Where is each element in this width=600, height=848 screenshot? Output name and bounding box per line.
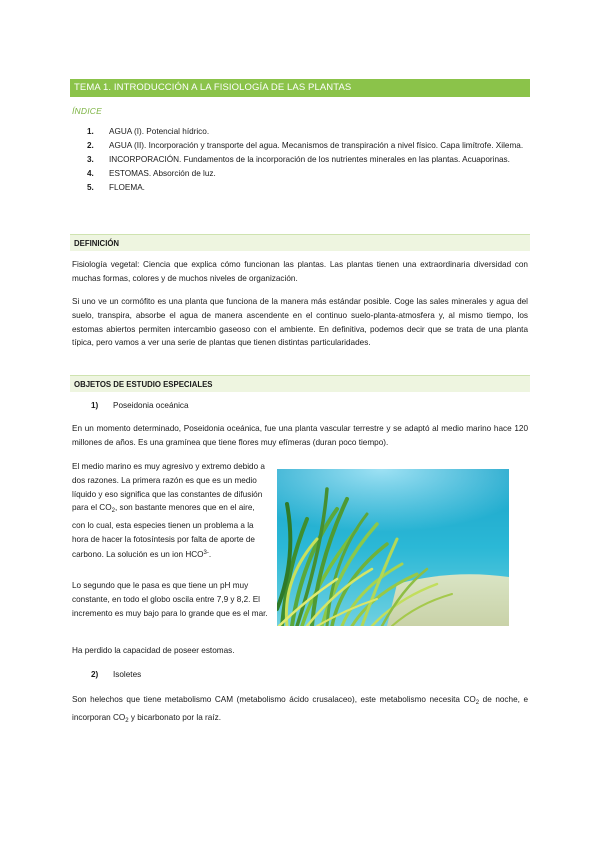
list-item: 4. ESTOMAS. Absorción de luz. (87, 169, 216, 179)
list-item: 3. INCORPORACIÓN. Fundamentos de la incorporación de los nutrientes minerales en las plantas. Acuaporinas. (87, 155, 510, 165)
subsection-title: Poseidonia oceánica (113, 401, 189, 410)
index-list (87, 126, 527, 196)
list-item: 5. FLOEMA. (87, 183, 145, 193)
marine-medium-paragraph: El medio marino es muy agresivo y extremo debido a dos razones. La primera razón es que es un medio líquido y eso significa que las constantes de difusión para el $CO_2$, son bastante menores que en el aire, con lo cual, esta especies tienen un problema a la hora de hacer la fotosíntesis por falta de aporte de carbono. La solución es un ion $HCO^{3-}$. (72, 462, 265, 559)
subsection-number: 2) (91, 670, 99, 679)
subsection-isoletes (91, 670, 141, 679)
list-item: 2. AGUA (II). Incorporación y transporte del agua. Mecanismos de transpiración a nivel físico. Capa limítrofe. Xilema. (87, 141, 524, 151)
section-heading-definicion: DEFINICIÓN (70, 234, 530, 251)
index-heading: ÍNDICE (72, 106, 103, 116)
subsection-title: Isoletes (113, 670, 142, 679)
cormofito-paragraph: Si uno ve un cormófito es una planta que funciona de la manera más estándar posible. Coge las sales minerales y agua del suelo, transpira, absorbe el agua de manera ascendente en el continuo suelo-planta-atmosfera y, al mismo tiempo, los estomas abiertos permiten intercambio gaseoso con el ambiente. En definitiva, podemos decir que se trata de una planta típica, pero vamos a ver una serie de plantas que tienen distintas particularidades. (72, 297, 528, 348)
subsection-number: 1) (91, 401, 99, 410)
list-item: 1. AGUA (I). Potencial hídrico. (87, 127, 210, 136)
subsection-poseidonia (91, 401, 189, 410)
page-title: TEMA 1. INTRODUCCIÓN A LA FISIOLOGÍA DE LAS PLANTAS (70, 79, 530, 97)
section-heading-objetos: OBJETOS DE ESTUDIO ESPECIALES (70, 375, 530, 392)
estomas-paragraph: Ha perdido la capacidad de poseer estomas. (72, 646, 235, 655)
definition-paragraph: Fisiología vegetal: Ciencia que explica cómo funcionan las plantas. Las plantas tienen una extraordinaria diversidad con muchas formas, colores y de muchos niveles de organización. (72, 260, 528, 283)
ph-paragraph: Lo segundo que le pasa es que tiene un pH muy constante, en todo el globo oscila entre 7,9 y 8,2. El incremento es muy bajo para lo grande que es el mar. (72, 581, 268, 618)
poseidonia-intro: En un momento determinado, Poseidonia oceánica, fue una planta vascular terrestre y se adaptó al medio marino hace 120 millones de años. Es una gramínea que tiene flores muy efímeras (duran poco tiempo). (72, 424, 528, 447)
seagrass-photo (277, 469, 509, 626)
seagrass-image (277, 469, 509, 626)
isoletes-paragraph: Son helechos que tiene metabolismo CAM (metabolismo ácido crusalaceo), este metabolismo necesita $CO_2$ de noche, e incorporan $CO_2$ y bicarbonato por la raíz. (72, 695, 528, 724)
